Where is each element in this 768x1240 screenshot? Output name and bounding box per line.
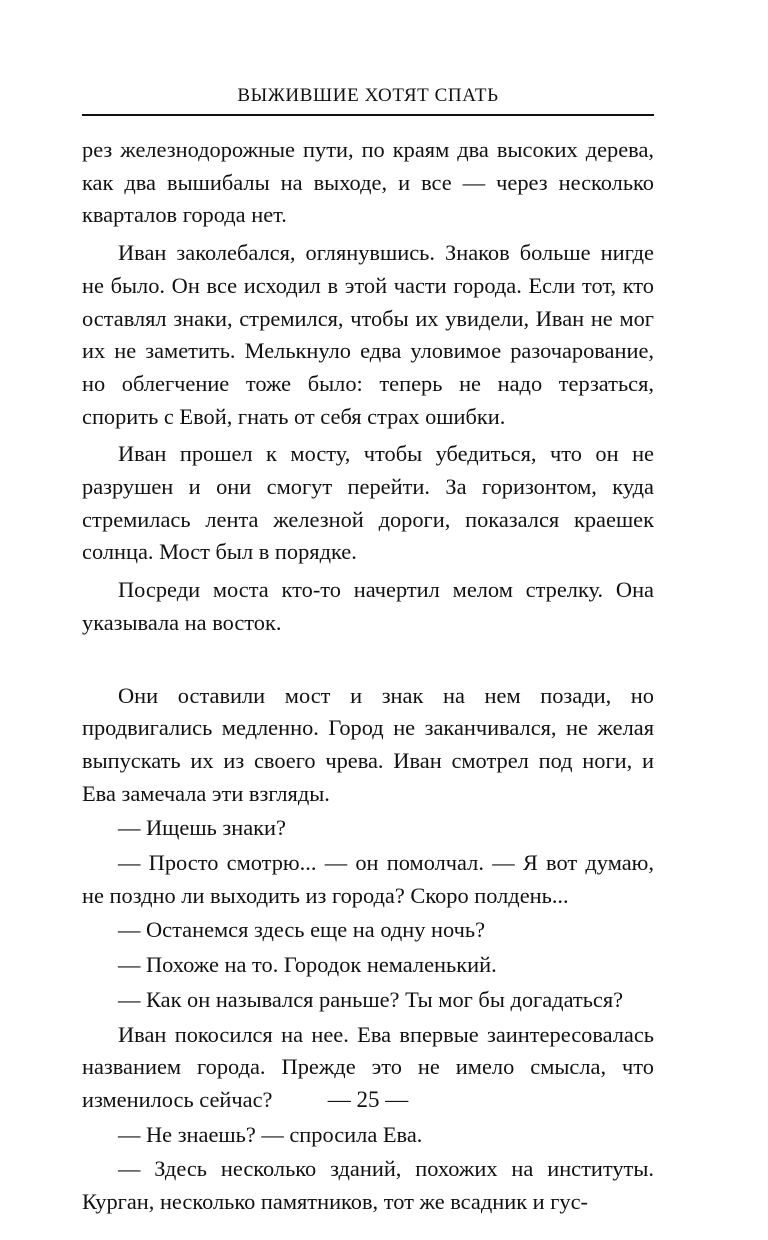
dialogue-line: — Как он назывался раньше? Ты мог бы догадаться?	[118, 986, 624, 1012]
paragraph: Они оставили мост и знак на нем позади, но продвигались медленно. Город не заканчивался, не желая выпускать их из своего чрева. Иван смотрел под ноги, и Ева замечала эти взгляды.	[82, 682, 654, 806]
dialogue-line: — Просто смотрю... — он помолчал. — Я вот думаю, не поздно ли выходить из города? Скоро полдень...	[82, 850, 654, 908]
paragraph: Иван прошел к мосту, чтобы убедиться, что он не разрушен и они смогут перейти. За горизонтом, куда стремилась лента железной дороги, показался краешек солнца. Мост был в порядке.	[82, 441, 654, 565]
body-text	[82, 134, 654, 1219]
paragraph: Иван заколебался, оглянувшись. Знаков больше нигде не было. Он все исходил в этой части города. Если тот, кто оставлял знаки, стремился, чтобы их увидели, Иван не мог их не заметить. Мелькнуло едва уловимое разочарование, но облегчение тоже было: теперь не надо терзаться, спорить с Евой, гнать от себя страх ошибки.	[82, 240, 654, 429]
running-head: ВЫЖИВШИЕ ХОТЯТ СПАТЬ	[237, 85, 499, 106]
dialogue-line: — Останемся здесь еще на одну ночь?	[118, 917, 486, 943]
section-break	[82, 640, 654, 680]
dialogue-line: — Здесь несколько зданий, похожих на институты. Курган, несколько памятников, тот же всадник и гус-	[82, 1156, 654, 1215]
dialogue-line: — Не знаешь? — спросила Ева.	[118, 1121, 423, 1147]
paragraph: Иван покосился на нее. Ева впервые заинтересовалась названием города. Прежде это не имело смысла, что изменилось сейчас?	[82, 1021, 654, 1112]
book-page	[82, 82, 654, 1215]
paragraph: рез железнодорожные пути, по краям два высоких дерева, как два вышибалы на выходе, и все — через несколько кварталов города нет.	[82, 137, 654, 228]
paragraph: Посреди моста кто-то начертил мелом стрелку. Она указывала на восток.	[82, 577, 654, 635]
dialogue-line: — Ищешь знаки?	[118, 815, 286, 841]
dialogue-line: — Похоже на то. Городок немаленький.	[118, 952, 497, 978]
page-number: — 25 —	[327, 1087, 409, 1112]
header-rule	[82, 114, 654, 116]
